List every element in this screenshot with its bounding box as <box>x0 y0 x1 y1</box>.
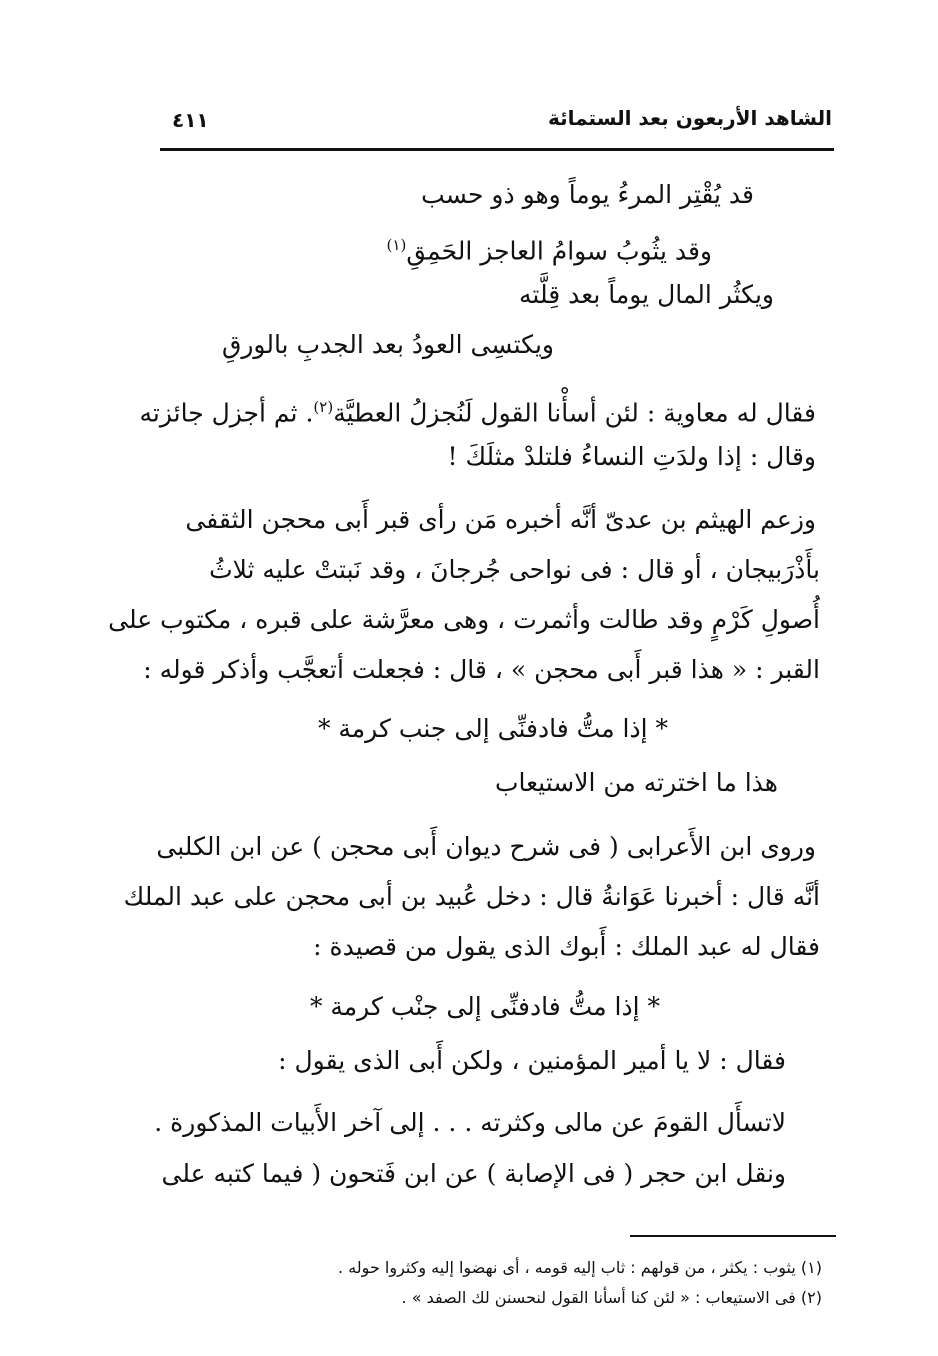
footnote-2-number: (٢) <box>800 1288 822 1307</box>
paragraph-1-line-2: وقال : إذا ولدَتِ النساءُ فلتلدْ مثلَكَ ! <box>447 442 816 471</box>
poem-line-2 <box>387 228 712 268</box>
header-divider <box>160 148 834 151</box>
footnote-divider <box>630 1235 836 1237</box>
poem-line-4: ويكتسِى العودُ بعد الجدبِ بالورقِ <box>221 330 554 359</box>
verse-quote-2: * إذا متُّ فادفنِّى إلى جنْب كرمة * <box>309 992 660 1021</box>
footnote-ref-1: (١) <box>386 236 407 254</box>
paragraph-2-line-3: أُصولِ كَرْمٍ وقد طالت وأثمرت ، وهى معرَّشة على قبره ، مكتوب على <box>108 605 820 634</box>
paragraph-3-line-1: وروى ابن الأَعرابى ( فى شرح ديوان أَبى محجن ) عن ابن الكلبى <box>156 832 816 861</box>
footnote-1-text: يثوب : يكثر ، من قولهم : ثاب إليه قومه ، أى نهضوا إليه وكثروا حوله . <box>338 1258 796 1277</box>
paragraph-5: لاتسأَل القومَ عن مالى وكثرته . . . إلى آخر الأَبيات المذكورة . <box>154 1108 786 1137</box>
running-header <box>160 104 832 144</box>
footnote-1 <box>338 1256 822 1280</box>
paragraph-2-line-2: بأَذْرَبيجان ، أو قال : فى نواحى جُرجانَ ، وقد نَبتتْ عليه ثلاثُ <box>209 555 820 584</box>
paragraph-4: فقال : لا يا أمير المؤمنين ، ولكن أَبى الذى يقول : <box>278 1046 786 1075</box>
paragraph-6: ونقل ابن حجر ( فى الإصابة ) عن ابن فَتحون ( فيما كتبه على <box>161 1159 786 1188</box>
page-number: ٤١١ <box>172 108 209 132</box>
paragraph-1-line-1-b: . ثم أجزل جائزته <box>139 398 314 428</box>
chapter-title: الشاهد الأربعون بعد الستمائة <box>548 106 832 130</box>
paragraph-3-line-2: أنَّه قال : أخبرنا عَوَانةُ قال : دخل عُبيد بن أبى محجن على عبد الملك <box>123 882 820 911</box>
paragraph-3-line-3: فقال له عبد الملك : أَبوك الذى يقول من قصيدة : <box>313 932 820 961</box>
footnote-ref-2: (٢) <box>313 398 334 416</box>
poem-line-2-text: وقد يثُوبُ سوامُ العاجز الحَمِقِ <box>406 236 712 266</box>
footnote-2-text: فى الاستيعاب : « لئن كنا أسأنا القول لنحسنن لك الصفد » . <box>401 1288 796 1307</box>
source-note: هذا ما اخترته من الاستيعاب <box>494 768 778 797</box>
paragraph-1-line-1-a: فقال له معاوية : لئن أسأْنا القول لَنُجزلُ العطيَّة <box>333 398 816 428</box>
footnote-2 <box>402 1286 822 1310</box>
poem-line-1: قد يُقْتِر المرءُ يوماً وهو ذو حسب <box>421 180 754 209</box>
paragraph-2-line-1: وزعم الهيثم بن عدىّ أنَّه أخبره مَن رأى قبر أَبى محجن الثقفى <box>185 505 816 534</box>
footnote-1-number: (١) <box>800 1258 822 1277</box>
paragraph-1-line-1 <box>139 390 816 430</box>
poem-line-3: ويكثُر المال يوماً بعد قِلَّته <box>519 280 774 309</box>
paragraph-2-line-4: القبر : « هذا قبر أَبى محجن » ، قال : فجعلت أتعجَّب وأذكر قوله : <box>143 655 820 684</box>
verse-quote-1: * إذا متُّ فادفنِّى إلى جنب كرمة * <box>317 714 668 743</box>
